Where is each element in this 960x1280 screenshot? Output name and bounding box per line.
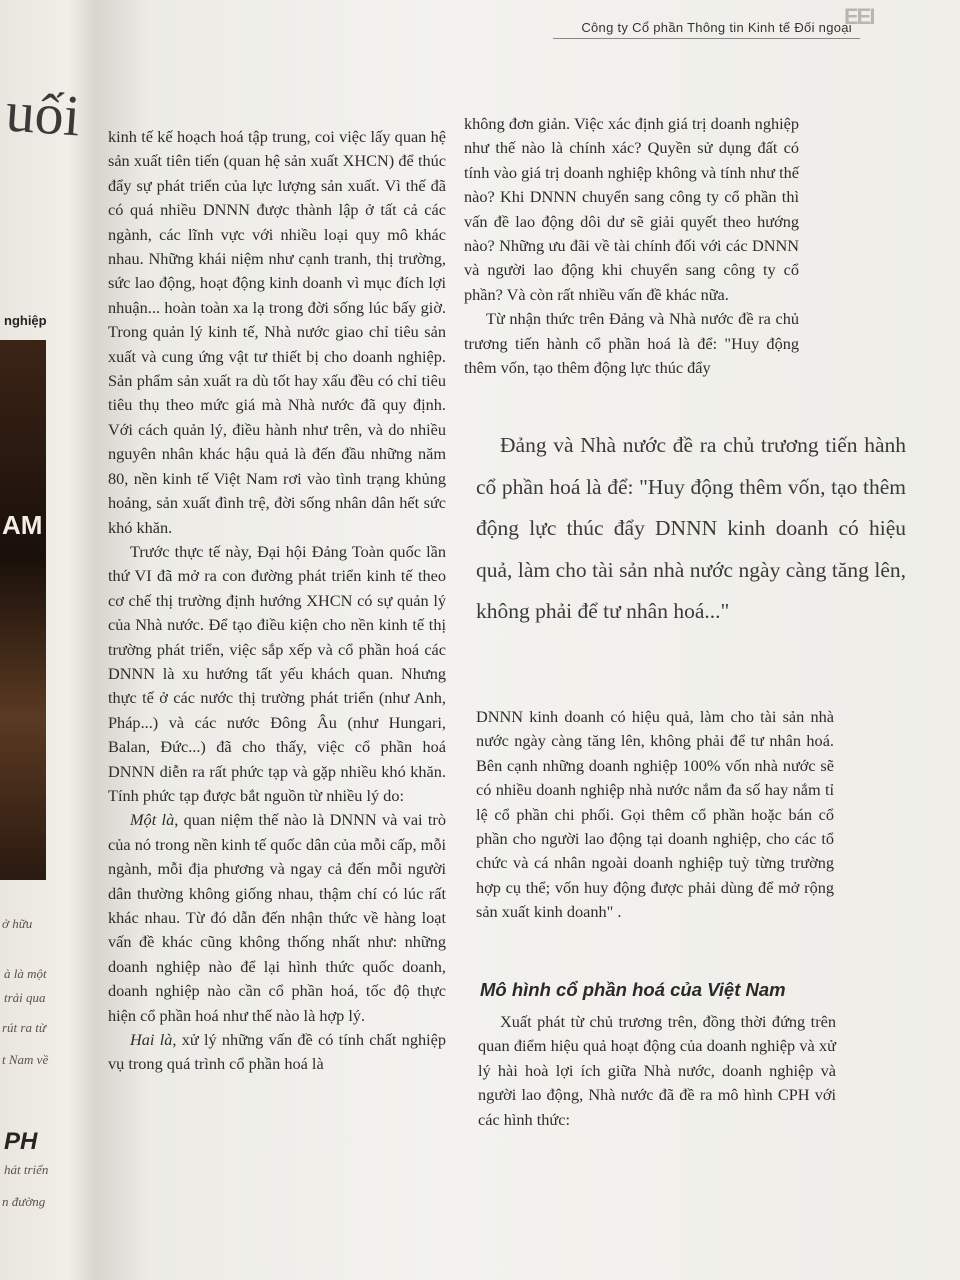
paragraph: kinh tế kế hoạch hoá tập trung, coi việc lấy quan hệ sản xuất tiên tiến (quan hệ sản xuất XHCN) để thúc đẩy sự phát triển của lực lượng sản xuất. Vì thế đã có quá nhiều DNNN được thành lập ở tất cả các ngành, các lĩnh vực với nhiều loại quy mô khác nhau. Những khái niệm như cạnh tranh, thị trường, sức lao động, hoạt động kinh doanh vì mục đích lợi nhuận... hoàn toàn xa lạ trong đời sống lúc bấy giờ. Trong quản lý kinh tế, Nhà nước giao chỉ tiêu sản xuất và cung ứng vật tư thiết bị cho doanh nghiệp. Sản phẩm sản xuất ra dù tốt hay xấu đều có chỉ tiêu tiêu thụ theo mức giá mà Nhà nước đã quy định. Với cách quản lý, điều hành như trên, và do nhiều nguyên nhân khác hậu quả là đến đầu những năm 80, nền kinh tế Việt Nam rơi vào tình trạng khủng hoảng, sản xuất đình trệ, đời sống nhân dân hết sức khó khăn. [108, 127, 446, 537]
left-page-line: t Nam về [2, 1052, 49, 1067]
left-page-banner-text: AM [2, 510, 43, 540]
text-column-right-bottom [478, 1010, 836, 1132]
left-page-line: à là một [4, 966, 47, 981]
pull-quote [476, 425, 906, 633]
paragraph: không đơn giản. Việc xác định giá trị doanh nghiệp như thế nào là chính xác? Quyền sử dụng đất có tính vào giá trị doanh nghiệp không và tính như thế nào? Khi DNNN chuyển sang công ty cổ phần thì vấn đề lao động dôi dư sẽ giải quyết theo hướng nào? Những ưu đãi về tài chính đối với các DNNN và người lao động khi chuyển sang công ty cổ phần? Và còn rất nhiều vấn đề khác nữa. [464, 114, 799, 304]
paragraph-body: , quan niệm thế nào là DNNN và vai trò của nó trong nền kinh tế quốc dân của mỗi cấp, mỗi ngành, mỗi địa phương và ngay cả đến mỗi người dân thường không giống nhau, thậm chí có lúc rất khác nhau. Từ đó dẫn đến nhận thức về hàng loạt vấn đề khác cũng không thống nhất như: những doanh nghiệp nào để lại hình thức quốc doanh, doanh nghiệp nào cần cổ phần hoá, tốc độ thực hiện cổ phần hoá như thế nào là hợp lý. [108, 810, 446, 1025]
header-rule [553, 38, 860, 39]
left-page-photo [0, 340, 46, 880]
left-page-caption: ở hữu [2, 916, 33, 931]
paragraph: Xuất phát từ chủ trương trên, đồng thời đứng trên quan điểm hiệu quả hoạt động của doanh nghiệp và xử lý hài hoà lợi ích giữa Nhà nước, doanh nghiệp và người lao động, Nhà nước đã đề ra mô hình CPH với các hình thức: [478, 1012, 836, 1129]
paragraph-lead: Một là [130, 810, 175, 830]
paragraph [108, 808, 446, 1028]
paragraph: Từ nhận thức trên Đảng và Nhà nước đề ra chủ trương tiến hành cổ phần hoá là để: "Huy động thêm vốn, tạo thêm động lực thúc đẩy [464, 309, 799, 378]
right-page [98, 0, 960, 1280]
running-header: Công ty Cổ phần Thông tin Kinh tế Đối ngoại [581, 20, 852, 35]
left-page-subheading: PH [4, 1128, 38, 1155]
paragraph: Trước thực tế này, Đại hội Đảng Toàn quốc lần thứ VI đã mở ra con đường phát triển kinh tế theo cơ chế thị trường định hướng XHCN có sự quản lý của Nhà nước. Để tạo điều kiện cho nền kinh tế thị trường phát triển, việc sắp xếp và cổ phần hoá các DNNN là xu hướng tất yếu khách quan. Nhưng thực tế ở các nước thị trường phát triển (như Anh, Pháp...) và các nước Đông Âu (như Hungari, Balan, Đức...) đã cho thấy, việc cổ phần hoá DNNN diễn ra rất phức tạp và gặp nhiều khó khăn. Tính phức tạp được bắt nguồn từ nhiều lý do: [108, 541, 446, 805]
left-page-line: rút ra từ [2, 1020, 46, 1035]
left-page-fragment [0, 0, 98, 1280]
publisher-logo: EEI [844, 4, 874, 29]
paragraph: DNNN kinh doanh có hiệu quả, làm cho tài sản nhà nước ngày càng tăng lên, không phải để tư nhân hoá. Bên cạnh những doanh nghiệp 100% vốn nhà nước sẽ có nhiều doanh nghiệp nhà nước nắm đa số hay nắm tỉ lệ cổ phần chi phối. Gọi thêm cổ phần hoặc bán cổ phần cho người lao động tại doanh nghiệp, cho các tổ chức và cá nhân ngoài doanh nghiệp tuỳ từng trường hợp cụ thể; vốn huy động được phải dùng để mở rộng sản xuất kinh doanh" . [476, 707, 834, 922]
text-column-right-middle [476, 705, 834, 925]
paragraph-lead: Hai là [130, 1030, 173, 1050]
left-page-line: trải qua [4, 990, 46, 1005]
paragraph-body: , xử lý những vấn đề có tính chất nghiệp vụ trong quá trình cổ phần hoá là [108, 1030, 446, 1074]
left-page-line: n đường [2, 1194, 46, 1209]
pull-quote-text: Đảng và Nhà nước đề ra chủ trương tiến hành cổ phần hoá là để: "Huy động thêm vốn, tạo thêm động lực thúc đẩy DNNN kinh doanh có hiệu quả, làm cho tài sản nhà nước ngày càng tăng lên, không phải để tư nhân hoá..." [476, 433, 906, 623]
left-page-label: nghiệp [4, 313, 47, 328]
left-page-line: hát triển [4, 1162, 49, 1177]
text-column-left [108, 125, 446, 1077]
text-column-right-top [464, 112, 799, 380]
left-page-heading: uối [3, 78, 83, 149]
paragraph [108, 1028, 446, 1077]
section-heading: Mô hình cổ phần hoá của Việt Nam [480, 979, 786, 1000]
